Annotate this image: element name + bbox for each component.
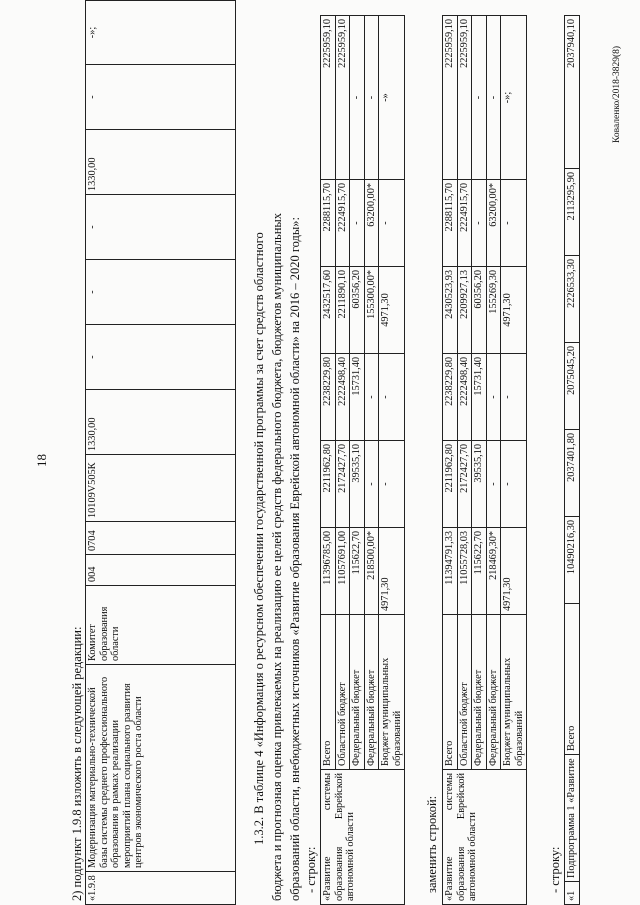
table-row	[86, 1, 236, 905]
cell-value: -	[486, 354, 501, 441]
cell-2018: -	[86, 195, 236, 260]
cell-value: 155300,00*	[364, 267, 379, 354]
paragraph-line-2: бюджета и прогнозная оценка привлекаемых на реализацию ее целей средств федерального бюджета, бюджетов муниципальных	[270, 212, 284, 901]
cell-value: 2432517,60	[321, 267, 336, 354]
cell-number: «1	[565, 882, 580, 905]
cell-value: 10490216,30	[565, 517, 580, 604]
cell-source: Всего	[565, 604, 580, 755]
cell-value: 2226533,30	[565, 256, 580, 343]
cell-value: 2288115,70	[443, 180, 458, 267]
cell-value: -	[379, 354, 405, 441]
cell-value: 2172427,70	[457, 441, 472, 528]
cell-value: -	[486, 16, 501, 180]
cell-value: 2211962,80	[443, 441, 458, 528]
cell-value: -»;	[501, 16, 527, 180]
replace-label: заменить строкой:	[425, 795, 439, 893]
cell-value: 2225959,10	[443, 16, 458, 180]
cell-measure: Модернизация материально-технической базы системы среднего профессионального образования в рамках реализации мероприятий плана социального развития центров экономического роста области	[86, 665, 236, 872]
cell-2017: -	[86, 260, 236, 325]
cell-value: 2172427,70	[335, 441, 350, 528]
page-number: 18	[34, 454, 49, 467]
cell-source: Федеральный бюджет	[364, 615, 379, 770]
cell-value: 2222498,40	[457, 354, 472, 441]
cell-number: «1.9.8	[86, 872, 236, 905]
cell-value: 2225959,10	[321, 16, 336, 180]
cell-source: Федеральный бюджет	[472, 615, 487, 770]
cell-value: 2238229,80	[321, 354, 336, 441]
cell-source: Федеральный бюджет	[486, 615, 501, 770]
cell-value: 115622,70	[472, 528, 487, 615]
cell-value: 11055728,03	[457, 528, 472, 615]
cell-end: -»;	[86, 1, 236, 65]
cell-value: -	[486, 441, 501, 528]
table-old-row	[320, 15, 405, 905]
cell-value: 2211890,10	[335, 267, 350, 354]
cell-value: 63200,00*	[364, 180, 379, 267]
cell-value: 60356,20	[472, 267, 487, 354]
cell-value: 15731,40	[350, 354, 365, 441]
cell-source: Всего	[443, 615, 458, 770]
cell-source: Федеральный бюджет	[350, 615, 365, 770]
cell-value: -	[472, 180, 487, 267]
cell-value: -	[379, 180, 405, 267]
cell-value: -	[350, 16, 365, 180]
cell-value: 2288115,70	[321, 180, 336, 267]
cell-value: 4971,30	[379, 267, 405, 354]
cell-value: -	[501, 180, 527, 267]
cell-value: 15731,40	[472, 354, 487, 441]
cell-value: -	[501, 441, 527, 528]
cell-value: 39535,10	[472, 441, 487, 528]
cell-value: 2225959,10	[457, 16, 472, 180]
cell-value: 63200,00*	[486, 180, 501, 267]
cell-program-name: «Развитие системы образования Еврейской автономной области	[321, 770, 405, 905]
cell-value: 2037401,80	[565, 430, 580, 517]
paragraph-line-1: 1.3.2. В таблице 4 «Информация о ресурсном обеспечении государственной программы за счет средств областного	[252, 232, 266, 845]
cell-executor: Комитет образования области	[86, 586, 236, 665]
cell-value: -	[364, 354, 379, 441]
cell-value: 11394791,33	[443, 528, 458, 615]
cell-value: -	[364, 441, 379, 528]
table-item-1-9-8	[85, 0, 236, 905]
cell-value: 2430523,93	[443, 267, 458, 354]
cell-value: 60356,20	[350, 267, 365, 354]
cell-2019: 1330,00	[86, 130, 236, 195]
cell-source: Бюджет муниципальных образований	[379, 615, 405, 770]
cell-value: -	[472, 16, 487, 180]
row-label-2: - строку:	[548, 846, 562, 893]
cell-source: Бюджет муниципальных образований	[501, 615, 527, 770]
cell-section: 0704	[86, 522, 236, 555]
table-new-row	[442, 15, 527, 905]
cell-value: 2222498,40	[335, 354, 350, 441]
cell-value: -»	[379, 16, 405, 180]
cell-2020: -	[86, 65, 236, 130]
cell-source: Областной бюджет	[335, 615, 350, 770]
cell-grbs: 004	[86, 555, 236, 586]
cell-value: 2037940,10	[565, 16, 580, 169]
cell-program-name: «Развитие системы образования Еврейской автономной области	[443, 770, 527, 905]
paragraph-line-3: образований области, внебюджетных источников «Развитие образования Еврейской автономной области» на 2016 – 2020 годы»:	[288, 216, 302, 901]
cell-value: 4971,30	[379, 528, 405, 615]
table-last-row	[564, 15, 580, 905]
cell-value: 2238229,80	[443, 354, 458, 441]
cell-value: -	[501, 354, 527, 441]
cell-value: 4971,30	[501, 528, 527, 615]
cell-value: 218500,00*	[364, 528, 379, 615]
cell-program-name: Подпрограмма 1 «Развитие	[565, 755, 580, 882]
cell-source: Областной бюджет	[457, 615, 472, 770]
cell-value: -	[379, 441, 405, 528]
item-1-9-8-heading: 2) подпункт 1.9.8 изложить в следующей редакции:	[70, 626, 84, 901]
table-row	[321, 16, 336, 905]
cell-value: -	[350, 180, 365, 267]
table-row	[565, 16, 580, 905]
cell-2016: -	[86, 325, 236, 390]
cell-value: 11057691,00	[335, 528, 350, 615]
cell-value: 218469,30*	[486, 528, 501, 615]
cell-value: 2211962,80	[321, 441, 336, 528]
cell-value: 4971,30	[501, 267, 527, 354]
row-label: - строку:	[304, 846, 318, 893]
cell-total: 1330,00	[86, 390, 236, 455]
cell-value: 2075045,20	[565, 343, 580, 430]
table-row	[443, 16, 458, 905]
cell-value: 2224915,70	[457, 180, 472, 267]
cell-target: 10109V505К	[86, 455, 236, 522]
cell-value: 39535,10	[350, 441, 365, 528]
cell-value: 11396785,00	[321, 528, 336, 615]
cell-value: 155269,30	[486, 267, 501, 354]
cell-value: 2209927,13	[457, 267, 472, 354]
cell-value: -	[364, 16, 379, 180]
cell-value: 2113295,90	[565, 169, 580, 256]
cell-value: 115622,70	[350, 528, 365, 615]
cell-value: 2225959,10	[335, 16, 350, 180]
footer-code: Коваленко/2018-3829(8)	[612, 45, 622, 143]
cell-value: 2224915,70	[335, 180, 350, 267]
cell-source: Всего	[321, 615, 336, 770]
